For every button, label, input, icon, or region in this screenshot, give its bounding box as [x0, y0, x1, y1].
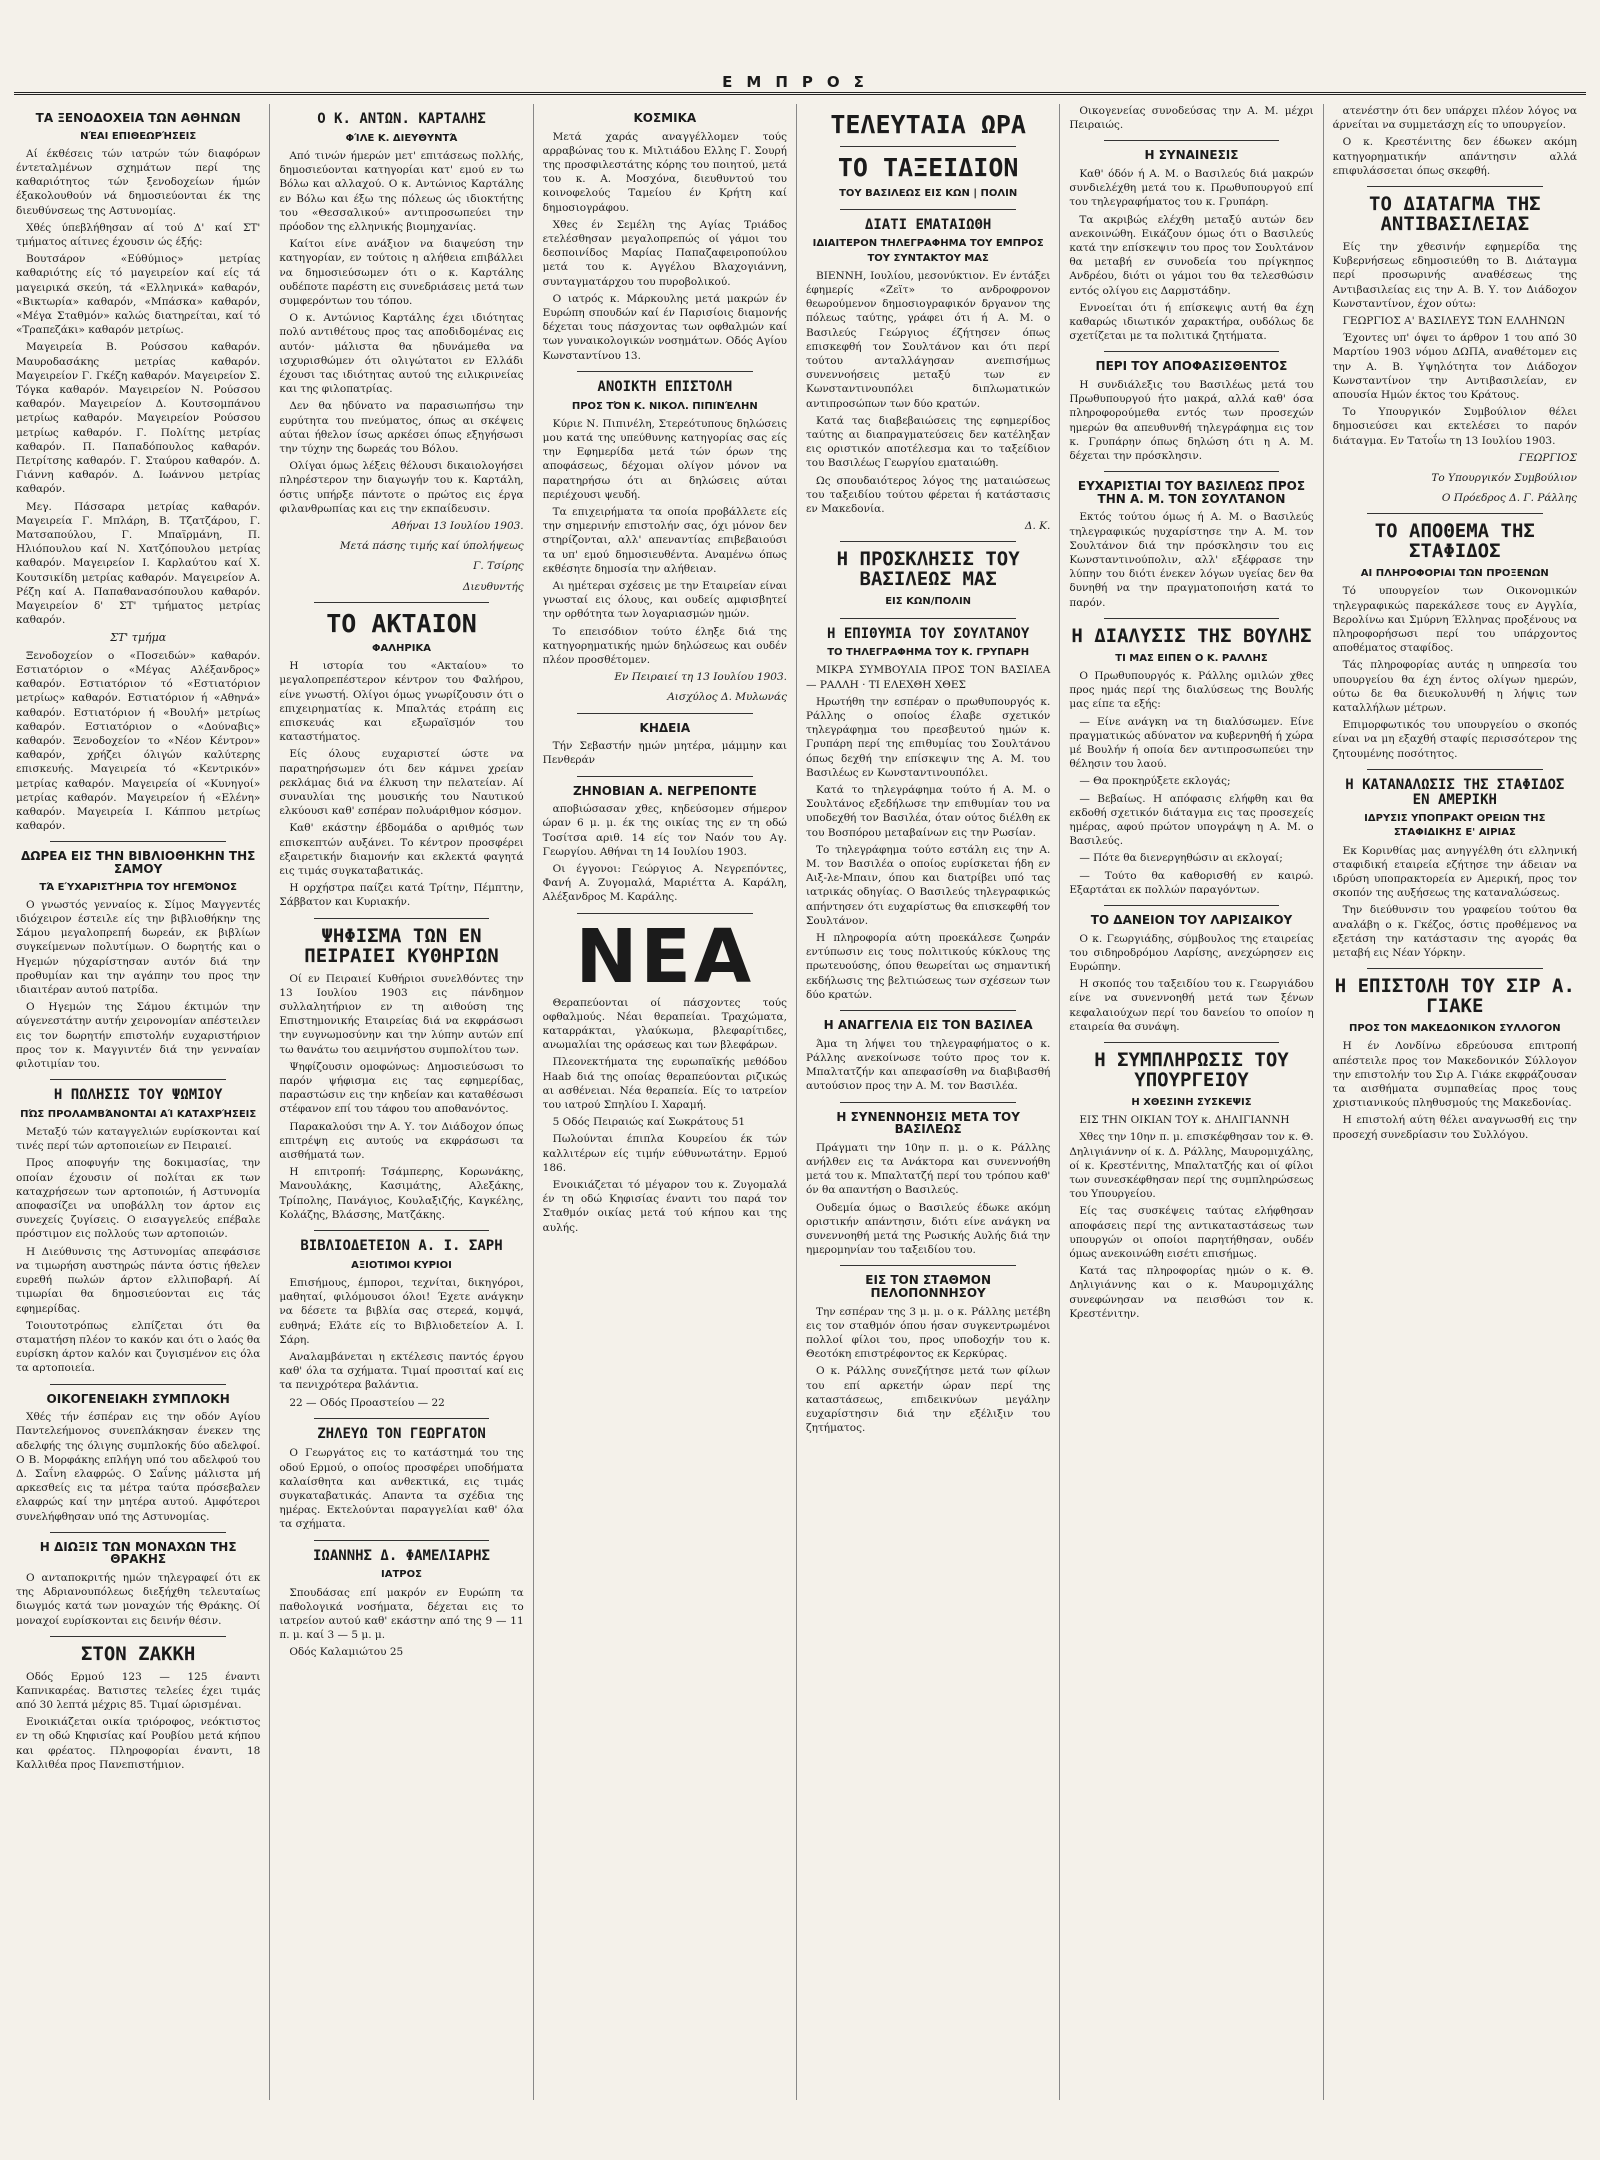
- paragraph: Μαγειρεία Β. Ρούσσου καθαρόν. Μαυροδασάκης μετρίας καθαρόν. Μαγειρείον Γ. Γκέζη καθαρόν. Μαγειρείον Σ. Τόγκα καθαρόν. Μαγειρείον Ν. Ρούσσου καθαρόν. Μαγειρείον Δ. Κουτσομπάνου μετρίως καθαρόν. Μαγειρείον Ρούσσου μετρίως καθαρόν. Γ. Πολίτης μετρίας καθαρόν. Π. Παπαδόπουλος καθαρόν. Πετρίτσης καθαρόν. Γ. Σταύρου καθαρόν. Δ. Γιάννη καθαρόν. Δ. Ιωάννου μετρίας καθαρόν.: [16, 341, 261, 496]
- masthead: [14, 70, 1586, 95]
- signature-line: Αισχύλος Δ. Μυλωνάς: [667, 691, 787, 704]
- paragraph: Κατά τας πληροφορίας ημών ο κ. Θ. Δηλιγιάννης και ο κ. Μαυρομιχάλης συνεφώνησαν να πεισθώσι τον κ. Κρεστένιτην.: [1069, 1265, 1314, 1320]
- paragraph: Οδός Ερμού 123 — 125 έναντι Καπνικαρέας. Βατιστες τελείες έχει τιμάς από 30 λεπτά μέχρις 85. Τιμαί ώρισμέναι.: [16, 1670, 261, 1712]
- paragraph: Η ορχήστρα παίζει κατά Τρίτην, Πέμπτην, Σάββατον και Κυριακήν.: [279, 882, 524, 909]
- paragraph: Πράγματι την 10ην π. μ. ο κ. Ράλλης ανήλθεν εις τα Ανάκτορα και συνεννοήθη μετά του κ. Μπαλτατζή περί του τρόπου καθ' όν θα απαντήση ο Βασιλεύς.: [805, 1141, 1051, 1197]
- subheading: ΝΈΑΙ ΕΠΙΘΕΩΡΉΣΕΙΣ: [80, 130, 197, 142]
- headline: ΤΟ ΔΙΑΤΑΓΜΑ ΤΗΣ ΑΝΤΙΒΑΣΙΛΕΙΑΣ: [1369, 193, 1541, 235]
- paragraph: — Θα προκηρύξετε εκλογάς;: [1079, 775, 1231, 788]
- paragraph: Οι έγγονοι: Γεώργιος Α. Νεγρεπόντες, Φανή Α. Ζυγομαλά, Μαριέττα Α. Καράλη, Αλέξανδρος Μ. Καράλης.: [542, 863, 787, 904]
- headline: ΣΤΟΝ ΖΑΚΚΗ: [80, 1642, 196, 1665]
- article: [1333, 513, 1577, 761]
- headline: ΕΙΣ ΤΟΝ ΣΤΑΘΜΟΝ ΠΕΛΟΠΟΝΝΗΣΟΥ: [865, 1273, 991, 1300]
- paragraph: ΜΙΚΡΑ ΣΥΜΒΟΥΛΙΑ ΠΡΟΣ ΤΟΝ ΒΑΣΙΛΕΑ — ΡΑΛΛΗ · ΤΙ ΕΛΕΧΘΗ ΧΘΕΣ: [805, 664, 1051, 691]
- subheading: Η ΧΘΕΣΙΝΗ ΣΥΣΚΕΨΙΣ: [1131, 1096, 1252, 1108]
- article: [279, 1418, 523, 1532]
- divider: [840, 209, 1016, 210]
- paragraph: Μετά χαράς αναγγέλλομεν τούς αρραβώνας του κ. Μιλτιάδου Ελλης Γ. Σουρή της προσφιλεστάτης κόρης του ποιητού, μετά του κ. Α. Μοσχόνα, διευθυντού του κοινοφελούς Ταμείου έν Κρήτη καί δημοσιογράφου.: [542, 130, 787, 214]
- paragraph: Ξενοδοχείον ο «Ποσειδών» καθαρόν. Εστιατόριον ο «Μέγας Αλέξανδρος» καθαρόν. Εστιατόριον τό «Εστιατόριον μετρίως» καθαρόν. Εστιατόριον ή «Αθηνά» καθαρόν. Εστιατόριον ή «Βουλή» μετρίως καθαρόν. Εστιατόριον ο «Δούναβις» καθαρόν. Ξενοδοχείον το «Νέον Κέντρον» καθαρόν, χρήζει όλιγών καλύτερης επισκευής. Μαγειρεία τό «Κεντρικόν» μετρίας καθαρόν. Μαγειρεία οί «Κυνηγοί» μετρίας καθαρόν. Μαγειρείον ή «Ελένη» καθαρόν. Μαγειρεία Ι. Κάππου μετρίως καθαρόν.: [16, 649, 261, 833]
- article: [543, 713, 787, 768]
- headline: ΚΟΣΜΙΚΑ: [633, 111, 697, 125]
- paragraph: Ο ανταποκριτής ημών τηλεγραφεί ότι εκ της Αδριανουπόλεως διεξήχθη τελευταίως διωγμός κατά των μοναχών τής Θράκης. Οί μοναχοί ευρίσκονται εις δεινήν θέσιν.: [16, 1571, 261, 1627]
- paragraph: Ολίγαι όμως λέξεις θέλουσι δικαιολογήσει πληρέστερον την διαγωγήν του κ. Καρτάλη, όστις υπήρξε πάντοτε ο πρώτος εις έργα φιλανθρωπίας και εις την εκπαίδευσιν.: [279, 460, 524, 515]
- paragraph: Δεν θα ηδύνατο να παρασιωπήσω την ευρύτητα του πνεύματος, όπως αι σκέψεις αύται ήθελον ίσως αρκέσει όπως εξηγήσωσι την τύχην της δωρεάς του Βόλου.: [279, 400, 524, 455]
- paragraph: Καθ' εκάστην έβδομάδα ο αριθμός των επισκεπτών αυξάνει. Το κέντρον προσφέρει εξαιρετικήν διαμονήν και εκλεκτά φαγητά εις τιμάς συγκαταβατικάς.: [279, 822, 524, 878]
- paragraph: Η Διεύθυνσις της Αστυνομίας απεφάσισε να τιμωρήση αυστηρώς πάντα όστις ήθελεν ευρεθή πωλών άρτον ελλιποβαρή. Αί τιμωρίαι θα δημοσιεύονται εις τάς εφημερίδας.: [16, 1245, 261, 1315]
- paragraph: Η ιστορία του «Ακταίου» το μεγαλοπρεπέστερον κέντρον του Φαλήρου, είνε γνωστή. Ολίγοι όμως γνωρίζουσιν ότι ο επιχειρηματίας κ. Μπαλτάς ετράπη εις επισκευάς και εξωραϊσμόν του καταστήματος.: [279, 660, 524, 744]
- paragraph: Μεταξύ τών καταγγελιών ευρίσκονται καί τινές περί τών αρτοποιείων εν Πειραιεί.: [16, 1126, 261, 1153]
- divider: [840, 146, 1016, 147]
- paragraph: Έχοντες υπ' όψει το άρθρον 1 του από 30 Μαρτίου 1903 νόμου ΔΩΠΑ, αναθέτομεν εις την Α. Β. Υψηλότητα τον Διάδοχον Κωνσταντίνον την Αντιβασιλείαν, εν απουσία Ημών έκτος του Κράτους.: [1332, 332, 1577, 401]
- paragraph: Επισήμους, έμποροι, τεχνίται, δικηγόροι, μαθηταί, φιλόμουσοι όλοι! Έχετε ανάγκην να δέσετε τα βιβλία σας στερεά, κομψά, ευθηνά; Ελάτε είς το Βιβλιοδετείον Α. Ι. Σάρη.: [279, 1276, 524, 1346]
- divider: [840, 541, 1016, 542]
- headline: ΑΝΟΙΚΤΗ ΕΠΙΣΤΟΛΗ: [597, 378, 733, 395]
- subheading: ΦΑΛΗΡΙΚΑ: [372, 643, 431, 655]
- paragraph: Ηρωτήθη την εσπέραν ο πρωθυπουργός κ. Ράλλης ο οποίος έλαβε σχετικόν τηλεγράφημα του πρεσβευτού ημών κ. Γρυπάρη περί της επιθυμίας του Σουλτάνου όπως δεχθή την επίσκεψιν της Α. Μ. του Βασιλέως εν Κωνσταντινουπόλει.: [805, 695, 1051, 779]
- divider: [50, 1636, 226, 1637]
- headline: ΤΟ ΑΚΤΑΙΟΝ: [326, 608, 477, 638]
- paragraph: Θεραπεύονται οί πάσχοντες τούς οφθαλμούς. Νέαι θεραπείαι. Τραχώματα, καταρράκται, γλαύκωμα, βλεφαρίτιδες, ανωμαλίαι της οράσεως και των βλεφάρων.: [542, 996, 787, 1052]
- signature-line: ΓΕΩΡΓΙΟΣ: [1518, 451, 1577, 464]
- article: [1069, 618, 1313, 897]
- paragraph: Πλεονεκτήματα της ευρωπαϊκής μεθόδου Haab διά της οποίας θεραπεύονται ριζικώς αι ασθένειαι. Νέα θεραπεία. Είς το ιατρείον του ιατρού Σπηλίου Ι. Χαραμή.: [542, 1056, 787, 1112]
- divider: [50, 1384, 226, 1385]
- headline: ΨΗΦΙΣΜΑ ΤΩΝ ΕΝ ΠΕΙΡΑΙΕΙ ΚΥΘΗΡΙΩΝ: [304, 924, 499, 967]
- subheading: ΠΏΣ ΠΡΟΛΑΜΒΆΝΟΝΤΑΙ ΑΊ ΚΑΤΑΧΡΉΣΕΙΣ: [20, 1108, 257, 1120]
- article: [279, 112, 523, 594]
- paragraph: Ψηφίζουσιν ομοφώνως: Δημοσιεύσωσι το παρόν ψήφισμα εις τας εφημερίδας, παραστώσιν εις την κηδείαν και καταθέσωσι στέφανον επί του τάφου του αποθανόντος.: [279, 1060, 524, 1116]
- paragraph: Ο Γεωργάτος εις το κατάστημά του της οδού Ερμού, ο οποίος προσφέρει υποδήματα καλαίσθητα και ανθεκτικά, εις τιμάς συγκαταβατικάς. Απαντα τα σχέδια της ημέρας. Εκτελούνται παραγγελίαι καθ' όλα τα σχήματα.: [279, 1447, 524, 1531]
- headline: ΔΩΡΕΑ ΕΙΣ ΤΗΝ ΒΙΒΛΙΟΘΗΚΗΝ ΤΗΣ ΣΑΜΟΥ: [20, 849, 256, 876]
- divider: [1104, 905, 1280, 906]
- headline: ΕΥΧΑΡΙΣΤΙΑΙ ΤΟΥ ΒΑΣΙΛΕΩΣ ΠΡΟΣ ΤΗΝ Α. Μ. ΤΟΝ ΣΟΥΛΤΑΝΟΝ: [1077, 479, 1306, 506]
- article: [16, 1532, 260, 1628]
- paragraph: ΓΕΩΡΓΙΟΣ Α' ΒΑΣΙΛΕΥΣ ΤΩΝ ΕΛΛΗΝΩΝ: [1342, 314, 1566, 327]
- paragraph: Η συνδιάλεξις του Βασιλέως μετά του Πρωθυπουργού ήτο μακρά, αλλά καθ' όσα πληροφορούμεθα εντός των προσεχών ημερών θα απευθυνθή τηλεγράφημα εις τον κ. Γρυπάρην όπως δηλώση ότι η Α. Μ. δέχεται την πρόσκλησιν.: [1069, 379, 1314, 463]
- subheading: ΙΑΤΡΟΣ: [381, 1569, 422, 1581]
- divider: [840, 1265, 1016, 1266]
- headline: ΝΕΑ: [575, 913, 755, 1000]
- subheading: ΣΤ' τμήμα: [110, 630, 167, 644]
- paragraph: Η επιτροπή: Τσάμπερης, Κορωνάκης, Μανουλάκης, Κασιμάτης, Αλεξάκης, Τρίπολης, Πανάγιος, Κουλαξιζής, Καγκέλης, Κολάζης, Βλάσσης, Ματζάκης.: [279, 1166, 524, 1221]
- headline: ΠΕΡΙ ΤΟΥ ΑΠΟΦΑΣΙΣΘΕΝΤΟΣ: [1095, 359, 1288, 374]
- divider: [1104, 140, 1280, 141]
- paragraph: Οδός Καλαμιώτου 25: [289, 1646, 404, 1659]
- column-5: [1060, 104, 1323, 2100]
- divider: [1367, 513, 1543, 514]
- article: [806, 541, 1050, 609]
- divider: [577, 713, 753, 714]
- paragraph: Άμα τη λήψει του τηλεγραφήματος ο κ. Ράλλης ανεκοίνωσε τούτο προς τον κ. Μπαλτατζήν και απεφασίσθη να διαβιβασθή αυτούσιον προς την Α. Μ. τον Βασιλέα.: [805, 1037, 1051, 1093]
- signature-line: Ο Πρόεδρος Δ. Γ. Ράλλης: [1441, 492, 1577, 505]
- headline: Η ΕΠΙΘΥΜΙΑ ΤΟΥ ΣΟΥΛΤΑΝΟΥ: [827, 625, 1030, 642]
- article: [1069, 1042, 1313, 1321]
- article: [806, 1102, 1050, 1258]
- column-1: [14, 104, 270, 2100]
- paragraph: Ο Ηγεμών της Σάμου έκτιμών την αύγενεστάτην αυτήν χειρονομίαν απέστειλεν εις τον δωρητήν επιστολήν ευχαριστήριον προς τον κ. Μαγγιντέν διά την γενναίαν φιλοτιμίαν του.: [16, 1001, 261, 1070]
- subheading: ΙΔΡΥΣΙΣ ΥΠΟΠΡΑΚΤ ΟΡΕΙΩΝ ΤΗΣ ΣΤΑΦΙΔΙΚΗΣ Ε' ΑΙΡΙΑΣ: [1364, 813, 1546, 839]
- headline: ΔΙΑΤΙ ΕΜΑΤΑΙΩΘΗ: [864, 216, 992, 233]
- column-3: [534, 104, 797, 2100]
- headline: Η ΣΥΝΕΝΝΟΗΣΙΣ ΜΕΤΑ ΤΟΥ ΒΑΣΙΛΕΩΣ: [836, 1109, 1020, 1137]
- paragraph: Η πληροφορία αύτη προεκάλεσε ζωηράν εντύπωσιν εις τους πολιτικούς κύκλους της πρωτευούσης, όπου θεωρείται ως σημαντική εκδήλωσις της βελτιώσεως των σχέσεων των δύο κρατών.: [805, 932, 1051, 1001]
- divider: [1104, 471, 1280, 472]
- paragraph: Κατά τας διαβεβαιώσεις της εφημερίδος ταύτης αι διαπραγματεύσεις δεν κατέληξαν εις οριστικόν αποτέλεσμα και το ταξείδιον του Βασιλέως Γεωργίου εματαιώθη.: [805, 414, 1051, 470]
- paragraph: — Τούτο θα καθορισθή εν καιρώ. Εξαρτάται εκ πολλών παραγόντων.: [1069, 869, 1314, 896]
- headline: Η ΣΥΜΠΛΗΡΩΣΙΣ ΤΟΥ ΥΠΟΥΡΓΕΙΟΥ: [1094, 1049, 1289, 1091]
- divider: [1104, 618, 1280, 619]
- subheading: ΕΙΣ ΚΩΝ/ΠΟΛΙΝ: [885, 596, 972, 608]
- headline: ΒΙΒΛΙΟΔΕΤΕΙΟΝ Α. Ι. ΣΑΡΗ: [300, 1238, 503, 1255]
- paragraph: Τα ακριβώς ελέχθη μεταξύ αυτών δεν ανεκοινώθη. Εικάζουν όμως ότι ο Βασιλεύς κατά την επίσκεψιν του προς τον Σουλτάνον θα μεταβή εν συνοδεία του πρίγκηπος Ανδρέου, διότι οι γάμοι του θα τελεσθώσιν εντός ολίγου εις Δαρμστάδην.: [1069, 213, 1314, 297]
- headline: ΖΗΝΟΒΙΑΝ Α. ΝΕΓΡΕΠΟΝΤΕ: [572, 783, 757, 798]
- paragraph: Τό υπουργείον των Οικονομικών τηλεγραφικώς παρεκάλεσε τους εν Αγγλία, Βερολίνω και Σμύρνη Έλληνας προξένους να πληροφορήσωσι περί του υπάρχοντος αποθέματος σταφίδος.: [1332, 585, 1577, 655]
- article: [806, 112, 1050, 138]
- article: [806, 146, 1050, 200]
- article: [279, 1230, 523, 1410]
- signature-line: Διευθυντής: [462, 580, 524, 593]
- article: [279, 1540, 523, 1660]
- paragraph: Εκ Κορινθίας μας ανηγγέλθη ότι ελληνική σταφιδική εταιρεία εζήτησε την άδειαν να ιδρύση υποπρακτορεία εν Αμερική, προς τον σκοπόν της αυξήσεως της καταναλώσεως.: [1332, 844, 1577, 900]
- article: [543, 112, 787, 363]
- paragraph: Η σκοπός του ταξειδίου του κ. Γεωργιάδου είνε να συνεννοηθή μετά των ξένων κεφαλαιούχων περί του δανείου το οποίον η εταιρεία θα συνάψη.: [1069, 978, 1314, 1033]
- divider: [1367, 186, 1543, 187]
- article: [1333, 968, 1577, 1142]
- subheading: ΑΞΙΟΤΙΜΟΙ ΚΥΡΙΟΙ: [351, 1259, 452, 1271]
- paragraph: Οικογενείας συνοδεύσας την Α. Μ. μέχρι Πειραιώς.: [1069, 105, 1314, 132]
- divider: [50, 1532, 226, 1533]
- paragraph: — Είνε ανάγκη να τη διαλύσωμεν. Είνε πραγματικώς αδύνατον να κυβερνηθή ή χώρα μέ Βουλήν ή οποία δεν αντιπροσωπεύει την θέλησιν του λαού.: [1069, 715, 1314, 771]
- subheading: ΦΊΛΕ Κ. ΔΙΕΥΘΥΝΤΆ: [345, 132, 458, 144]
- paragraph: Την εσπέραν της 3 μ. μ. ο κ. Ράλλης μετέβη εις τον σταθμόν όπου ήσαν συγκεντρωμένοι πολλοί φίλοι του, προς υποδοχήν του κ. Θεοτόκη επιστρέφοντος εκ Κερκύρας.: [805, 1305, 1051, 1361]
- headline: Η ΣΥΝΑΙΝΕΣΙΣ: [1144, 148, 1239, 163]
- article: [1333, 104, 1577, 178]
- divider: [1104, 351, 1280, 352]
- masthead-title: ΕΜΠΡΟΣ: [722, 73, 878, 91]
- nea-advert-heading: [543, 913, 787, 1000]
- signature-line: Εν Πειραιεί τη 13 Ιουλίου 1903.: [614, 671, 787, 684]
- paragraph: — Πότε θα διενεργηθώσιν αι εκλογαί;: [1079, 852, 1283, 865]
- paragraph: Οί εν Πειραιεί Κυθήριοι συνελθόντες την 13 Ιουλίου 1903 εις πάνδημον συλλαλητήριον εν τη αιθούση της Επιστημονικής Εταιρείας διά να εκφράσωσι την ευγνωμοσύνην και την λύπην αυτών επί τω θανάτω του αειμνήστου συμπολίτου των.: [279, 972, 524, 1056]
- article: [806, 209, 1050, 534]
- headline: ΤΟ ΔΑΝΕΙΟΝ ΤΟΥ ΛΑΡΙΣΑΙΚΟΥ: [1090, 913, 1293, 928]
- headline: Η ΠΡΟΣΚΛΗΣΙΣ ΤΟΥ ΒΑΣΙΛΕΩΣ ΜΑΣ: [836, 548, 1020, 591]
- headline: Η ΕΠΙΣΤΟΛΗ ΤΟΥ ΣΙΡ Α. ΓΙΑΚΕ: [1334, 975, 1575, 1018]
- headline: Ο Κ. ΑΝΤΩΝ. ΚΑΡΤΑΛΗΣ: [317, 111, 486, 127]
- article: [806, 618, 1050, 1003]
- headline: ΤΟ ΤΑΞΕΙΔΙΟΝ: [837, 153, 1019, 183]
- headline: ΖΗΛΕΥΩ ΤΟΝ ΓΕΩΡΓΑΤΟΝ: [317, 1425, 486, 1442]
- divider: [314, 918, 490, 919]
- paragraph: Χθες την 10ην π. μ. επισκέφθησαν τον κ. Θ. Δηλιγιάννην οί κ. Δ. Ράλλης, Μαυρομιχάλης, οί κ. Κρεστένιτης, Μπαλτατζής και οί φίλοι των συνεσκέφθησαν περί της συμπληρώσεως του Υπουργείου.: [1069, 1131, 1314, 1201]
- article: [1069, 140, 1313, 343]
- paragraph: Την διεύθυνσιν του γραφείου τούτου θα αναλάβη ο κ. Γκέζος, όστις προθέμενος να εξετάση την κατάστασιν της αγοράς θα μεταβή εις Νέαν Υόρκην.: [1332, 904, 1577, 960]
- paragraph: Ενοικιάζεται οικία τριόροφος, νεόκτιστος εν τη οδώ Κηφισίας καί Ρουβίου μετά κήπου και φρέατος. Πληροφορίαι έναντι, 18 Καλλιθέα προς Πανεπιστήμιον.: [16, 1716, 261, 1771]
- article: [1069, 471, 1313, 610]
- paragraph: ΒΙΕΝΝΗ, Ιουλίου, μεσονύκτιον. Εν έντάξει έφημερίς «Ζεϊτ» το ανδροφρονον θεωρούμενον δημοσιογραφικόν δργανον της πόλεως ταύτης, γράφει ότι ή Α. Μ. ο Βασιλεύς Γεώργιος έζήτησεν όπως επισκεφθή τον Σουλτάνον και ότι περί τούτου ανταλλάγησαν ανεπισήμως συνεννοήσεις μεταξύ των εν Κωνσταντινουπόλει διπλωματικών αντιπροσώπων των δύο κρατών.: [805, 269, 1051, 410]
- subheading: ΤΟ ΤΗΛΕΓΡΑΦΗΜΑ ΤΟΥ Κ. ΓΡΥΠΑΡΗ: [827, 647, 1030, 659]
- paragraph: Από τινών ήμερών μετ' επιτάσεως πολλής, δημοσιεύονται κατηγορίαι κατ' εμού εν τω Βόλω και αλλαχού. Ο κ. Αντώνιος Καρτάλης εν Βόλω και έξω της πόλεως ώς ιδιοκτήτης του «Θεσσαλικού» αντιπροσωπεύει την πρόοδον της ελληνικής βιομηχανίας.: [279, 149, 524, 233]
- paragraph: αποβιώσασαν χθες, κηδεύσομεν σήμερον ώραν 6 μ. μ. έκ της οικίας της εν τη οδώ Τοσίτσα αριθ. 14 είς τον Ναόν του Αγ. Γεωργίου. Αθήναι τη 14 Ιουλίου 1903.: [542, 803, 787, 858]
- divider: [577, 371, 753, 372]
- subheading: ΙΔΙΑΙΤΕΡΟΝ ΤΗΛΕΓΡΑΦΗΜΑ ΤΟΥ ΕΜΠΡΟΣ ΤΟΥ ΣΥΝΤΑΚΤΟΥ ΜΑΣ: [812, 238, 1044, 264]
- divider: [314, 602, 490, 603]
- divider: [840, 1010, 1016, 1011]
- paragraph: Πωλούνται έπιπλα Κουρείου έκ τών καλλιτέρων είς τιμήν εύθυνωτάτην. Ερμού 186.: [542, 1133, 787, 1174]
- headline: Η ΑΝΑΓΓΕΛΙΑ ΕΙΣ ΤΟΝ ΒΑΣΙΛΕΑ: [823, 1018, 1033, 1033]
- paragraph: ατενέστην ότι δεν υπάρχει πλέον λόγος να άρνείται να συμμετάσχη είς το υπουργείον.: [1332, 105, 1577, 132]
- divider: [840, 618, 1016, 619]
- headline: ΟΙΚΟΓΕΝΕΙΑΚΗ ΣΥΜΠΛΟΚΗ: [46, 1391, 230, 1406]
- paragraph: Χθές τήν έσπέραν εις την οδόν Αγίου Παντελεήμονος συνεπλάκησαν ένεκεν της αδελφής της όλιγης συμπλοκής δύο αδελφοί. Ο Β. Μορφάκης επλήγη υπό του αδελφού του Δ. Σαΐνη ελαφρώς. Ο Σαΐνης μάλιστα μή αρκεσθείς εις τα μέτρα ταύτα πρόσεβαλεν ελαφρώς καί την μητέρα αυτού. Αμφότεροι συνελήφθησαν υπό της Αστυνομίας.: [16, 1411, 261, 1523]
- headline: ΙΩΑΝΝΗΣ Δ. ΦΑΜΕΛΙΑΡΗΣ: [312, 1547, 490, 1564]
- article: [279, 602, 523, 910]
- subheading: ΠΡΟΣ ΤΟΝ ΜΑΚΕΔΟΝΙΚΟΝ ΣΥΛΛΟΓΟΝ: [1348, 1023, 1561, 1035]
- column-4: [797, 104, 1060, 2100]
- paragraph: Η επιστολή αύτη θέλει αναγνωσθή εις την προσεχή συνεδρίασιν του Συλλόγου.: [1332, 1114, 1577, 1141]
- signature-line: Δ. Κ.: [1024, 520, 1051, 533]
- paragraph: Το επεισόδιον τούτο έληξε διά της κατηγορηματικής ημών δηλώσεως και ουδέν πλέον προσθέτομεν.: [542, 625, 787, 666]
- paragraph: Κύριε Ν. Πιπινέλη, Στερεότυπους δηλώσεις μου κατά της υπεύθυνης κατηγορίας σας είς την Εφημερίδα μετά τών όρων της αποφάσεως, δέχομαι ολίγον μόνον να παρατηρήσω ότι αι δηλώσεις αύται περιέχουσι ψευδή.: [542, 417, 787, 501]
- column-2: [270, 104, 533, 2100]
- divider: [577, 776, 753, 777]
- paragraph: Αναλαμβάνεται η εκτέλεσις παντός έργου καθ' όλα τα σχήματα. Τιμαί προσιταί καί εις τα πενιχρότερα βαλάντια.: [279, 1350, 524, 1392]
- paragraph: Ο ιατρός κ. Μάρκουλης μετά μακρών έν Ευρώπη σπουδών καί έν Παρισίοις διαμονής δέχεται τους πάσχοντας των οφθαλμών καί των γυναικολογικών νοσημάτων. Οδός Αγίου Κωνσταντίνου 13.: [542, 292, 787, 362]
- subheading: ΤΆ ΕΎΧΑΡΙΣΤΉΡΙΑ ΤΟΥ ΗΓΕΜΌΝΟΣ: [39, 881, 237, 893]
- article: [1333, 186, 1577, 505]
- paragraph: Επιμορφωτικός του υπουργείου ο σκοπός είναι να μη εξαχθή σταφίς περισσότερον της ζητουμένης ποσότητος.: [1332, 719, 1577, 760]
- signature-line: Το Υπουργικόν Συμβούλιον: [1431, 471, 1577, 484]
- paragraph: Παρακαλούσι την Α. Υ. τον Διάδοχον όπως επιτρέψη εις αυτούς να εκφράσωσι τα αισθήματά των.: [279, 1120, 524, 1161]
- divider: [314, 1230, 490, 1231]
- divider: [1104, 1042, 1280, 1043]
- article: [16, 1079, 260, 1375]
- paragraph: ΕΙΣ ΤΗΝ ΟΙΚΙΑΝ ΤΟΥ κ. ΔΗΛΙΓΙΑΝΝΗ: [1079, 1114, 1290, 1127]
- paragraph: Αι ημέτεραι σχέσεις με την Εταιρείαν είναι γνωσταί εις όλους, και ουδείς αμφισβητεί την ορθότητα των λογαριασμών ημών.: [542, 579, 787, 621]
- divider: [314, 1418, 490, 1419]
- subheading: ΑΙ ΠΛΗΡΟΦΟΡΙΑΙ ΤΩΝ ΠΡΟΞΕΝΩΝ: [1360, 568, 1549, 580]
- paragraph: Προς αποφυγήν της δοκιμασίας, την οποίαν έχουσιν οί πολίται εκ των καταχρήσεων των αρτοποιών, ή Αστυνομία αποφασίζει να υποβάλλη τον άρτον εις συνεχείς ζυγίσεις. Ο εισαγγελεύς επέβαλε πρόστιμον εις πολλούς των αρτοποιών.: [16, 1157, 261, 1241]
- paragraph: Τα επιχειρήματα τα οποία προβάλλετε είς την σημερινήν επιστολήν σας, όχι μόνον δεν στηρίζονται, αλλ' απεναντίας επιβεβαιούσι τα υπ' εμού δημοσιευθέντα. Αναμένω όπως εκθέσητε δημοσία την αλήθειαν.: [542, 505, 787, 575]
- paragraph: Σπουδάσας επί μακρόν εν Ευρώπη τα παθολογικά νοσήματα, δέχεται εις το ιατρείον αυτού καθ' εκάστην από της 9 — 11 π. μ. καί 3 — 5 μ. μ.: [279, 1586, 524, 1642]
- signature-line: Αθήναι 13 Ιουλίου 1903.: [392, 519, 524, 532]
- divider: [1367, 769, 1543, 770]
- paragraph: Χθες έν Σεμέλη της Αγίας Τριάδος ετελέσθησαν μεγαλοπρεπώς οί γάμοι του δεσποινίδος Μαρίας Παπαζαφειροπούλου μετά του κ. Αγγέλου Βλαχογιάννη, συνταγματάρχου του πυροβολικού.: [542, 218, 787, 288]
- divider: [50, 1079, 226, 1080]
- article: [543, 371, 787, 705]
- paragraph: 22 — Οδός Προαστείου — 22: [289, 1396, 445, 1409]
- article: [1069, 351, 1313, 463]
- column-6: [1324, 104, 1586, 2100]
- headline: ΤΟ ΑΠΟΘΕΜΑ ΤΗΣ ΣΤΑΦΙΔΟΣ: [1374, 520, 1535, 563]
- headline: Η ΚΑΤΑΝΑΛΩΣΙΣ ΤΗΣ ΣΤΑΦΙΔΟΣ ΕΝ ΑΜΕΡΙΚΗ: [1345, 776, 1565, 808]
- paragraph: Ως σπουδαιότερος λόγος της ματαιώσεως του ταξειδίου τούτου φέρεται ή κατάστασις εν Μακεδονία.: [805, 474, 1051, 516]
- paragraph: Η έν Λονδίνω εδρεύουσα επιτροπή απέστειλε προς τον Μακεδονικόν Σύλλογον την επιστολήν του Σιρ Α. Γιάκε εκφράζουσαν τα αισθήματα συμπαθείας προς τους χριστιανικούς πληθυσμούς της Μακεδονίας.: [1332, 1040, 1577, 1110]
- article: [543, 1132, 787, 1234]
- article: [1069, 104, 1313, 132]
- paragraph: — Βεβαίως. Η απόφασις ελήφθη και θα εκδοθή σχετικόν διάταγμα εις τας προσεχείς ημέρας, αφού πρώτον υπογράψη η Α. Μ. ο Βασιλεύς.: [1069, 792, 1314, 848]
- divider: [1367, 968, 1543, 969]
- subheading: ΤΙ ΜΑΣ ΕΙΠΕΝ Ο Κ. ΡΑΛΛΗΣ: [1115, 652, 1268, 664]
- paragraph: Μεγ. Πάσσαρα μετρίας καθαρόν. Μαγειρεία Γ. Μπλάρη, Β. Τζατζάρου, Γ. Ματσαπούλου, Γ. Μπαϊρμάνη, Π. Ηλιόπουλου καί Ν. Χατζόπουλου μετρίας καθαρόν. Μαγειρείον Ι. Καρλαύτου καί Χ. Κουτσικίδη μετρίας καθαρόν. Μαγειρείον Α. Ρέζη καί Α. Παπαθανασόπουλου καθαρόν. Μαγειρείον δ' ΣΤ' τμήματος μετρίας καθαρόν.: [16, 500, 261, 627]
- paragraph: Ο κ. Αντώνιος Καρτάλης έχει ιδιότητας πολύ αντιθέτους προς τας αποδιδομένας εις αυτόν· μάλιστα θα ηδυνάμεθα να ισχυρισθώμεν ότι ολιγώτατοι εν Ελλάδι έχουσι τας ιδιότητας αυτού της ειλικρινείας και της φιλοπατρίας.: [279, 312, 524, 396]
- article: [806, 1265, 1050, 1435]
- article: [16, 1384, 260, 1524]
- article: [16, 631, 260, 834]
- paragraph: Είς όλους ευχαριστεί ώστε να παρατηρήσωμεν ότι δεν κάμνει χρείαν ρεκλάμας διά να έλκυση την πελατείαν. Αί συναυλίαι της μουσικής του Ναυτικού ελκύουσι καθ' εσπέραν πολυάριθμον κόσμον.: [279, 748, 524, 818]
- paragraph: Τάς πληροφορίας αυτάς η υπηρεσία του υπουργείου θα έχη έντος ολίγων ημερών, ούτω δε θα διευκολυνθή η λήψις των καταλλήλων μέτρων.: [1332, 659, 1577, 715]
- headline: ΚΗΔΕΙΑ: [639, 720, 691, 735]
- article: [16, 841, 260, 1071]
- paragraph: Ενοικιάζεται τό μέγαρον του κ. Ζυγομαλά έν τη οδώ Κηφισίας έναντι του παρά τον Σταθμόν οικίας μετά τού κήπου και της αυλής.: [542, 1179, 787, 1234]
- signature-line: Γ. Τσίρης: [473, 560, 524, 573]
- paragraph: Ο κ. Ράλλης συνεζήτησε μετά των φίλων του επί αρκετήν ώραν περί της καταστάσεως, επιδεικνύων μεγάλην ευχαρίστησιν διά την εξέλιξιν του ζητήματος.: [805, 1365, 1051, 1435]
- paragraph: Εννοείται ότι ή επίσκεψις αυτή θα έχη καθαρώς ιδιωτικόν χαρακτήρα, ουδόλως δε σχετίζεται με τα πολιτικά ζητήματα.: [1069, 301, 1314, 343]
- paragraph: Το Υπουργικόν Συμβούλιον θέλει δημοσιεύσει και εκτελέσει το παρόν διάταγμα. Εν Τατοΐω τη 13 Ιουλίου 1903.: [1332, 406, 1577, 447]
- paragraph: Το τηλεγράφημα τούτο εστάλη εις την Α. Μ. τον Βασιλέα ο οποίος ευρίσκεται ήδη εν Αιξ-λε-Μπαιν, όπου και διατρίβει υπό τας ιατρικάς οδηγίας. Ο Βασιλεύς τηλεγραφικώς απήντησεν ότι ευχαρίστως θα επισκεφθή τον Σουλτάνον.: [805, 843, 1051, 927]
- columns-container: [14, 104, 1586, 2100]
- headline: Η ΔΙΩΞΙΣ ΤΩΝ ΜΟΝΑΧΩΝ ΤΗΣ ΘΡΑΚΗΣ: [39, 1539, 237, 1567]
- article: [543, 913, 787, 1130]
- signature-line: Μετά πάσης τιμής καί ύπολήψεως: [339, 540, 524, 553]
- paragraph: Ο γνωστός γενναίος κ. Σίμος Μαγγεντές ιδιόχειρον έστειλε είς την βιβλιοθήκην της Σάμου μεγαλοπρεπή δωρεάν, εκ βιβλίων συγκείμενων πολυτίμων. Ο δωρητής και ο Ηγεμών ηύχαρίστησαν αυτόν διά την προθυμίαν και την αγάπην του προς την ιδιαιτέραν αυτού πατρίδα.: [16, 898, 261, 996]
- article: [16, 1636, 260, 1772]
- headline: ΤΕΛΕΥΤΑΙΑ ΩΡΑ: [830, 110, 1026, 139]
- paragraph: Καθ' όδόν ή Α. Μ. ο Βασιλεύς διά μακρών συνδιελέχθη μετά του κ. Πρωθυπουργού επί του τηλεγραφήματος του κ. Γρυπάρη.: [1069, 168, 1314, 209]
- subheading: ΤΟΥ ΒΑΣΙΛΕΩΣ ΕΙΣ ΚΩΝ | ΠΟΛΙΝ: [839, 187, 1018, 199]
- article: [1333, 769, 1577, 960]
- paragraph: Τοιουτοτρόπως ελπίζεται ότι θα σταματήση πλέον το κακόν και ότι ο λαός θα ευρίσκη άρτον καλόν και ζυγισμένον εις όλα τα αρτοποιεία.: [16, 1319, 261, 1375]
- article: [543, 776, 787, 905]
- article: [16, 112, 260, 628]
- paragraph: Καίτοι είνε ανάξιον να διαψεύση την κατηγορίαν, εν τούτοις η αλήθεια επιβάλλει να δημοσιεύσωμεν ότι ο κ. Καρτάλης ουδέποτε παρέστη εις συνεδριάσεις μετά των συμφερόντων του τόπου.: [279, 238, 524, 307]
- paragraph: Ο κ. Κρεστένιτης δεν έδωκεν ακόμη κατηγορηματικήν απάντησιν αλλά επιφυλάσσεται όπως σκεφθή.: [1332, 136, 1577, 177]
- article: [279, 918, 523, 1222]
- headline: Η ΠΩΛΗΣΙΣ ΤΟΥ ΨΩΜΙΟΥ: [53, 1087, 223, 1104]
- paragraph: Είς τας συσκέψεις ταύτας ελήφθησαν αποφάσεις περί της αντικαταστάσεως των υπουργών οι οποίοι παρητήθησαν, ουδέν όμως ανεκοινώθη εισέτι επισήμως.: [1069, 1205, 1314, 1260]
- subheading: ΠΡΟΣ ΤΌΝ Κ. ΝΙΚΟΛ. ΠΙΠΙΝΈΛΗΝ: [571, 400, 758, 412]
- divider: [314, 1540, 490, 1541]
- paragraph: Βουτσάρον «Εύθύμιος» μετρίας καθαριότης είς τό μαγειρείον καί είς τά μαγειρικά σκεύη, τά «Ελληνικά» καθαρόν, «Βικτωρία» καθαρόν, «Μπάσκα» καθαρόν, «Μέγα Σταθμόν» καλώς διατηρείται, καί τό «Τραπεζάκι» καθαρόν μετρίως.: [16, 253, 261, 337]
- paragraph: Αί έκθέσεις τών ιατρών τών διαφόρων έντεταλμένων σχημάτων περί της καθαριότητος τών ξενοδοχείων ήμών έξακολουθούν νά δημοσιεύονται έκ της διευθύνσεως της Αστυνομίας.: [16, 147, 261, 217]
- article: [806, 1010, 1050, 1093]
- headline: ΤΑ ΞΕΝΟΔΟΧΕΙΑ ΤΩΝ ΑΘΗΝΩΝ: [35, 111, 241, 125]
- paragraph: Ο κ. Γεωργιάδης, σύμβουλος της εταιρείας του σιδηροδρόμου Λαρίσης, ανεχώρησεν εις Ευρώπην.: [1069, 932, 1314, 974]
- paragraph: Τήν Σεβαστήν ημών μητέρα, μάμμην και Πενθεράν: [542, 740, 787, 767]
- divider: [50, 841, 226, 842]
- paragraph: Εκτός τούτου όμως ή Α. Μ. ο Βασιλεύς τηλεγραφικώς ηυχαρίστησε την Α. Μ. τον Σουλτάνον διά την πρόσκλησιν του εις Κωνσταντινούπολιν, αλλ' εξέφρασε την λύπην του διότι ένεκεν λόγων υγείας δεν θα δυνηθή να την πραγματοποιήση κατά το παρόν.: [1069, 511, 1314, 609]
- paragraph: Ο Πρωθυπουργός κ. Ράλλης ομιλών χθες προς ημάς περί της διαλύσεως της Βουλής μας είπε τα εξής:: [1069, 670, 1314, 711]
- paragraph: Χθές ύπεβλήθησαν αί τού Δ' καί ΣΤ' τμήματος αίτινες έχουσιν ώς έξής:: [16, 221, 261, 249]
- paragraph: Είς την χθεσινήν εφημερίδα της Κυβερνήσεως εδημοσιεύθη το Β. Διάταγμα περί προσωρινής αναθέσεως της Αντιβασιλείας εις την Α. Β. Υ. τον Διάδοχον Κωνσταντίνον, έχον ούτω:: [1332, 240, 1577, 310]
- headline: Η ΔΙΑΛΥΣΙΣ ΤΗΣ ΒΟΥΛΗΣ: [1071, 624, 1312, 647]
- article: [1069, 905, 1313, 1034]
- divider: [840, 1102, 1016, 1103]
- paragraph: Ουδεμία όμως ο Βασιλεύς έδωκε ακόμη οριστικήν απάντησιν, διότι είνε ανάγκη να συνεννοηθή μετά της Ρωσικής Αυλής διά την ημερομηνίαν του ταξειδίου του.: [805, 1201, 1051, 1257]
- paragraph: 5 Οδός Πειραιώς καί Σωκράτους 51: [552, 1116, 746, 1129]
- paragraph: Κατά το τηλεγράφημα τούτο ή Α. Μ. ο Σουλτάνος εξεδήλωσε την επιθυμίαν του να υποδεχθή τον Βασιλέα, όταν ούτος διέλθη εκ του Βοσπόρου μεταβαίνων εις την Ρωσίαν.: [805, 784, 1051, 839]
